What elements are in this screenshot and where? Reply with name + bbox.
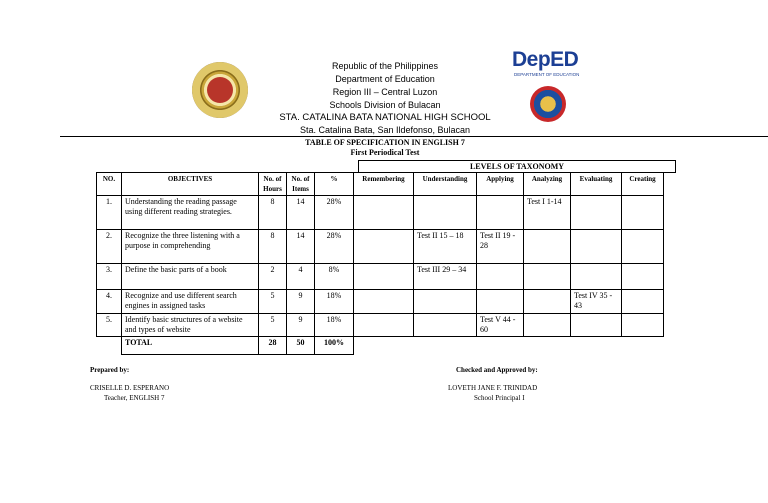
row-creating: [622, 290, 664, 314]
col-analyzing: Analyzing: [524, 173, 571, 196]
row-creating: [622, 230, 664, 264]
row-understanding: Test II 15 – 18: [414, 230, 477, 264]
table-row: [97, 290, 664, 314]
approved-by-title: School Principal I: [474, 394, 525, 402]
header-line-4: Schools Division of Bulacan: [329, 100, 441, 110]
table-row: [97, 314, 664, 337]
row-creating: [622, 314, 664, 337]
row-items: 4: [287, 264, 315, 290]
row-objective: Recognize the three listening with a purpose in comprehending: [122, 230, 259, 264]
row-pct: 28%: [315, 196, 354, 230]
row-understanding: Test III 29 – 34: [414, 264, 477, 290]
row-hours: 8: [259, 196, 287, 230]
row-remembering: [354, 196, 414, 230]
total-pct: 100%: [315, 337, 354, 355]
row-applying: [477, 290, 524, 314]
prepared-by-label: Prepared by:: [90, 366, 130, 374]
row-applying: [477, 196, 524, 230]
row-hours: 8: [259, 230, 287, 264]
row-remembering: [354, 314, 414, 337]
row-no: 5.: [97, 314, 122, 337]
col-objectives: OBJECTIVES: [122, 173, 259, 196]
row-evaluating: [571, 264, 622, 290]
table-row: [97, 230, 664, 264]
school-name: STA. CATALINA BATA NATIONAL HIGH SCHOOL: [279, 112, 491, 123]
col-remembering: Remembering: [354, 173, 414, 196]
total-label: TOTAL: [122, 337, 259, 355]
row-items: 14: [287, 230, 315, 264]
table-header-row: [97, 173, 664, 196]
school-address: Sta. Catalina Bata, San Ildefonso, Bulacan: [299, 125, 471, 135]
row-evaluating: [571, 196, 622, 230]
deped-logo-text: DepED: [512, 48, 579, 71]
row-objective: Recognize and use different search engines in assigned tasks: [122, 290, 259, 314]
row-evaluating: Test IV 35 - 43: [571, 290, 622, 314]
row-items: 9: [287, 290, 315, 314]
row-no: 2.: [97, 230, 122, 264]
row-hours: 2: [259, 264, 287, 290]
prepared-by-name: CRISELLE D. ESPERANO: [90, 384, 170, 392]
row-pct: 18%: [315, 314, 354, 337]
row-creating: [622, 264, 664, 290]
total-spacer: [97, 337, 122, 355]
col-hours: No. of Hours: [259, 173, 287, 196]
row-applying: Test V 44 - 60: [477, 314, 524, 337]
row-understanding: [414, 314, 477, 337]
row-objective: Define the basic parts of a book: [122, 264, 259, 290]
row-analyzing: [524, 290, 571, 314]
row-pct: 28%: [315, 230, 354, 264]
header-line-3: Region III – Central Luzon: [332, 87, 438, 97]
row-understanding: [414, 196, 477, 230]
col-applying: Applying: [477, 173, 524, 196]
col-items: No. of Items: [287, 173, 315, 196]
row-remembering: [354, 230, 414, 264]
header-line-2: Department of Education: [335, 74, 435, 84]
row-no: 1.: [97, 196, 122, 230]
row-analyzing: [524, 314, 571, 337]
total-hours: 28: [259, 337, 287, 355]
specification-table: [96, 172, 664, 355]
row-evaluating: [571, 314, 622, 337]
prepared-by-title: Teacher, ENGLISH 7: [104, 394, 165, 402]
levels-of-taxonomy-header: LEVELS OF TAXONOMY: [358, 160, 676, 173]
header-line-1: Republic of the Philippines: [331, 61, 439, 71]
row-analyzing: [524, 264, 571, 290]
row-items: 14: [287, 196, 315, 230]
row-remembering: [354, 264, 414, 290]
col-creating: Creating: [622, 173, 664, 196]
row-no: 4.: [97, 290, 122, 314]
table-row: [97, 196, 664, 230]
deped-logo-sub: DEPARTMENT OF EDUCATION: [514, 72, 580, 77]
row-creating: [622, 196, 664, 230]
row-items: 9: [287, 314, 315, 337]
row-hours: 5: [259, 314, 287, 337]
document-title: TABLE OF SPECIFICATION IN ENGLISH 7: [305, 138, 465, 147]
row-hours: 5: [259, 290, 287, 314]
approved-by-label: Checked and Approved by:: [456, 366, 538, 374]
row-objective: Identify basic structures of a website and types of website: [122, 314, 259, 337]
deped-logo: [512, 48, 578, 72]
row-pct: 18%: [315, 290, 354, 314]
col-no: NO.: [97, 173, 122, 196]
row-objective: Understanding the reading passage using different reading strategies.: [122, 196, 259, 230]
col-evaluating: Evaluating: [571, 173, 622, 196]
table-row: [97, 264, 664, 290]
row-applying: [477, 264, 524, 290]
row-analyzing: [524, 230, 571, 264]
col-pct: %: [315, 173, 354, 196]
division-seal: [530, 86, 566, 122]
header-divider: [60, 136, 768, 137]
document-subtitle: First Periodical Test: [350, 148, 420, 157]
row-remembering: [354, 290, 414, 314]
total-row: [97, 337, 664, 355]
approved-by-name: LOVETH JANE F. TRINIDAD: [448, 384, 538, 392]
total-items: 50: [287, 337, 315, 355]
row-no: 3.: [97, 264, 122, 290]
col-understanding: Understanding: [414, 173, 477, 196]
row-understanding: [414, 290, 477, 314]
row-analyzing: Test I 1-14: [524, 196, 571, 230]
row-evaluating: [571, 230, 622, 264]
row-applying: Test II 19 - 28: [477, 230, 524, 264]
row-pct: 8%: [315, 264, 354, 290]
